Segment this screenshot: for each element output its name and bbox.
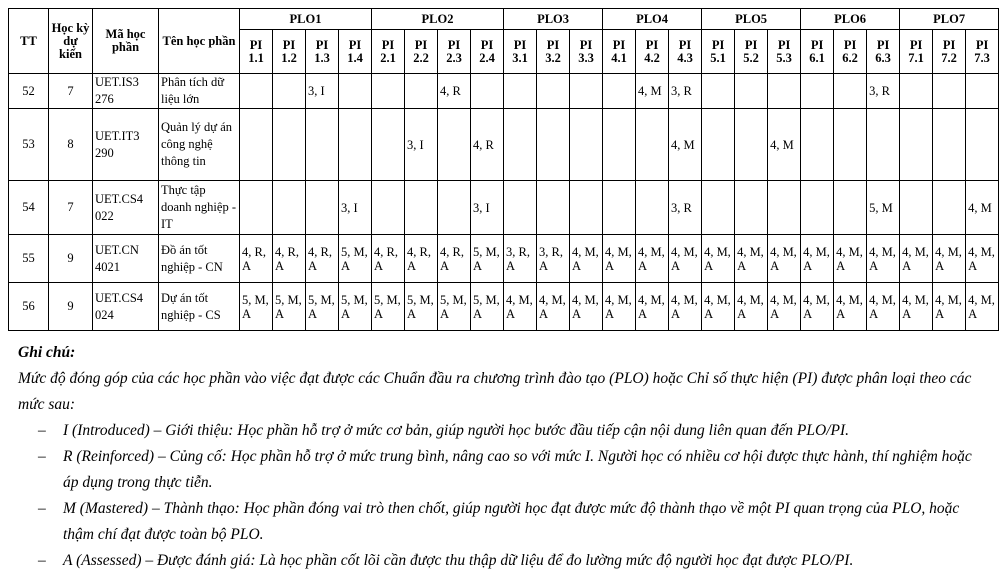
note-text: A (Assessed) – Được đánh giá: Là học phần cốt lõi cần được thu thập dữ liệu để đo lường mức độ người học đạt được PLO/PI. [63, 552, 854, 569]
cell-pi-level [801, 109, 834, 181]
cell-pi-level: 5, M, A [471, 283, 504, 331]
plo-header: PLO5 [702, 9, 801, 30]
cell-pi-level: 4, M, A [702, 235, 735, 283]
table-row [9, 283, 999, 331]
cell-pi-level: 4, M, A [504, 283, 537, 331]
cell-pi-level: 4, M [768, 109, 801, 181]
cell-hoc-ky: 9 [49, 235, 93, 283]
cell-pi-level [339, 109, 372, 181]
cell-pi-level [834, 109, 867, 181]
cell-ten-hoc-phan: Dự án tốt nghiệp - CS [159, 283, 240, 331]
cell-ma-hoc-phan: UET.IS3 276 [93, 74, 159, 109]
cell-pi-level: 3, I [471, 181, 504, 235]
dash-bullet: – [38, 500, 46, 517]
notes-intro: Mức độ đóng góp của các học phần vào việc đạt được các Chuẩn đầu ra chương trình đào tạo (PLO) hoặc Chỉ số thực hiện (PI) được phân loại theo các mức sau: [18, 370, 972, 413]
dash-bullet: – [38, 448, 46, 465]
cell-pi-level: 4, R, A [438, 235, 471, 283]
cell-ma-hoc-phan: UET.CN 4021 [93, 235, 159, 283]
cell-pi-level [801, 181, 834, 235]
cell-ten-hoc-phan: Đồ án tốt nghiệp - CN [159, 235, 240, 283]
cell-pi-level [273, 74, 306, 109]
table-row [9, 181, 999, 235]
cell-pi-level [702, 109, 735, 181]
cell-tt: 55 [9, 235, 49, 283]
note-text: M (Mastered) – Thành thạo: Học phần đóng vai trò then chốt, giúp người học đạt được mức độ thành thạo về một PI quan trọng của PLO, hoặc thậm chí đạt được toàn bộ PLO. [63, 500, 960, 543]
cell-pi-level [405, 181, 438, 235]
pi-header: PI 1.1 [240, 30, 273, 74]
cell-pi-level [372, 109, 405, 181]
cell-pi-level [570, 109, 603, 181]
pi-header: PI 2.2 [405, 30, 438, 74]
cell-pi-level: 4, M, A [801, 283, 834, 331]
cell-pi-level [372, 181, 405, 235]
cell-pi-level [339, 74, 372, 109]
cell-pi-level: 3, R, A [537, 235, 570, 283]
pi-header: PI 3.2 [537, 30, 570, 74]
cell-pi-level: 4, M, A [933, 283, 966, 331]
cell-pi-level [636, 109, 669, 181]
cell-pi-level [735, 109, 768, 181]
cell-pi-level [933, 181, 966, 235]
cell-pi-level [603, 109, 636, 181]
cell-pi-level: 3, R [867, 74, 900, 109]
pi-header: PI 4.1 [603, 30, 636, 74]
cell-pi-level: 4, M, A [768, 235, 801, 283]
cell-pi-level: 4, R, A [273, 235, 306, 283]
cell-tt: 53 [9, 109, 49, 181]
cell-pi-level: 4, M, A [867, 283, 900, 331]
cell-pi-level: 5, M, A [339, 283, 372, 331]
cell-pi-level: 3, R, A [504, 235, 537, 283]
cell-pi-level [471, 74, 504, 109]
cell-pi-level [570, 74, 603, 109]
note-item [18, 418, 988, 444]
notes-title: Ghi chú: [18, 344, 76, 361]
cell-pi-level [867, 109, 900, 181]
cell-pi-level: 4, M, A [966, 235, 999, 283]
cell-pi-level [834, 74, 867, 109]
notes-list [18, 418, 988, 574]
pi-header: PI 4.2 [636, 30, 669, 74]
cell-pi-level [735, 181, 768, 235]
cell-pi-level [735, 74, 768, 109]
cell-pi-level: 4, M, A [900, 235, 933, 283]
dash-bullet: – [38, 422, 46, 439]
pi-header: PI 2.1 [372, 30, 405, 74]
header-row-plo [9, 9, 999, 30]
cell-hoc-ky: 8 [49, 109, 93, 181]
cell-pi-level: 4, M, A [570, 235, 603, 283]
col-header-hoc-ky: Học kỳ dự kiến [49, 9, 93, 74]
cell-ten-hoc-phan: Thực tập doanh nghiệp - IT [159, 181, 240, 235]
note-item [18, 496, 988, 548]
cell-pi-level [504, 74, 537, 109]
pi-header: PI 6.1 [801, 30, 834, 74]
notes-section [18, 340, 988, 574]
cell-pi-level: 3, I [306, 74, 339, 109]
cell-pi-level [504, 109, 537, 181]
cell-pi-level: 4, R, A [372, 235, 405, 283]
cell-ma-hoc-phan: UET.IT3 290 [93, 109, 159, 181]
cell-pi-level [801, 74, 834, 109]
cell-pi-level: 5, M, A [240, 283, 273, 331]
plo-mapping-table [8, 8, 999, 331]
cell-pi-level [900, 109, 933, 181]
cell-pi-level: 4, R [438, 74, 471, 109]
cell-pi-level: 4, R [471, 109, 504, 181]
plo-header: PLO1 [240, 9, 372, 30]
cell-pi-level [306, 109, 339, 181]
pi-header: PI 5.3 [768, 30, 801, 74]
note-item [18, 444, 988, 496]
cell-pi-level [438, 109, 471, 181]
cell-ten-hoc-phan: Phân tích dữ liệu lớn [159, 74, 240, 109]
plo-header: PLO2 [372, 9, 504, 30]
pi-header: PI 7.1 [900, 30, 933, 74]
cell-pi-level [900, 74, 933, 109]
cell-pi-level: 4, R, A [306, 235, 339, 283]
cell-pi-level [537, 181, 570, 235]
cell-pi-level: 3, I [339, 181, 372, 235]
cell-pi-level [570, 181, 603, 235]
cell-pi-level [306, 181, 339, 235]
cell-pi-level: 4, M, A [933, 235, 966, 283]
cell-pi-level: 4, M, A [636, 235, 669, 283]
cell-pi-level: 5, M, A [405, 283, 438, 331]
cell-hoc-ky: 7 [49, 181, 93, 235]
cell-pi-level: 4, M, A [603, 283, 636, 331]
cell-pi-level: 4, M, A [834, 235, 867, 283]
cell-pi-level [702, 181, 735, 235]
cell-pi-level: 4, M, A [735, 235, 768, 283]
table-row [9, 235, 999, 283]
cell-pi-level: 4, M [636, 74, 669, 109]
cell-tt: 54 [9, 181, 49, 235]
cell-pi-level: 4, M, A [735, 283, 768, 331]
cell-pi-level: 5, M, A [339, 235, 372, 283]
cell-pi-level [537, 109, 570, 181]
cell-pi-level [438, 181, 471, 235]
cell-pi-level [537, 74, 570, 109]
cell-pi-level [273, 181, 306, 235]
pi-header: PI 5.1 [702, 30, 735, 74]
cell-hoc-ky: 7 [49, 74, 93, 109]
cell-pi-level: 5, M, A [306, 283, 339, 331]
col-header-tt: TT [9, 9, 49, 74]
cell-tt: 56 [9, 283, 49, 331]
cell-pi-level [768, 74, 801, 109]
cell-pi-level: 4, M, A [669, 235, 702, 283]
pi-header: PI 6.2 [834, 30, 867, 74]
cell-pi-level [933, 109, 966, 181]
table-body [9, 74, 999, 331]
pi-header: PI 2.3 [438, 30, 471, 74]
cell-pi-level: 4, R, A [240, 235, 273, 283]
pi-header: PI 1.4 [339, 30, 372, 74]
cell-pi-level [636, 181, 669, 235]
pi-header: PI 3.3 [570, 30, 603, 74]
note-item [18, 548, 988, 574]
cell-pi-level [900, 181, 933, 235]
cell-pi-level: 3, R [669, 181, 702, 235]
cell-pi-level: 4, M, A [636, 283, 669, 331]
cell-pi-level: 4, M, A [570, 283, 603, 331]
pi-header: PI 5.2 [735, 30, 768, 74]
plo-header: PLO6 [801, 9, 900, 30]
cell-ten-hoc-phan: Quản lý dự án công nghệ thông tin [159, 109, 240, 181]
cell-pi-level: 4, M, A [702, 283, 735, 331]
col-header-ma-hoc-phan: Mã học phần [93, 9, 159, 74]
cell-pi-level: 4, M, A [669, 283, 702, 331]
pi-header: PI 2.4 [471, 30, 504, 74]
cell-pi-level [768, 181, 801, 235]
plo-header: PLO3 [504, 9, 603, 30]
pi-header: PI 4.3 [669, 30, 702, 74]
dash-bullet: – [38, 552, 46, 569]
pi-header: PI 7.3 [966, 30, 999, 74]
cell-pi-level [240, 74, 273, 109]
cell-pi-level: 5, M, A [438, 283, 471, 331]
cell-pi-level: 5, M, A [471, 235, 504, 283]
pi-header: PI 1.2 [273, 30, 306, 74]
cell-pi-level [372, 74, 405, 109]
cell-pi-level [702, 74, 735, 109]
cell-pi-level: 5, M [867, 181, 900, 235]
cell-pi-level: 4, M, A [801, 235, 834, 283]
cell-pi-level: 4, R, A [405, 235, 438, 283]
col-header-ten-hoc-phan: Tên học phần [159, 9, 240, 74]
cell-pi-level [603, 74, 636, 109]
cell-pi-level [273, 109, 306, 181]
note-text: I (Introduced) – Giới thiệu: Học phần hỗ trợ ở mức cơ bản, giúp người học bước đầu tiếp cận nội dung liên quan đến PLO/PI. [63, 422, 850, 439]
cell-pi-level [240, 109, 273, 181]
cell-pi-level [966, 74, 999, 109]
table-row [9, 74, 999, 109]
cell-pi-level: 4, M, A [900, 283, 933, 331]
cell-pi-level [240, 181, 273, 235]
cell-pi-level: 4, M, A [834, 283, 867, 331]
cell-pi-level: 5, M, A [372, 283, 405, 331]
pi-header: PI 6.3 [867, 30, 900, 74]
cell-pi-level: 4, M, A [867, 235, 900, 283]
cell-pi-level: 4, M [966, 181, 999, 235]
pi-header: PI 3.1 [504, 30, 537, 74]
plo-header: PLO7 [900, 9, 999, 30]
cell-pi-level: 3, I [405, 109, 438, 181]
cell-hoc-ky: 9 [49, 283, 93, 331]
cell-pi-level [405, 74, 438, 109]
cell-pi-level [933, 74, 966, 109]
pi-header: PI 7.2 [933, 30, 966, 74]
cell-pi-level: 4, M, A [768, 283, 801, 331]
pi-header: PI 1.3 [306, 30, 339, 74]
cell-ma-hoc-phan: UET.CS4 024 [93, 283, 159, 331]
cell-tt: 52 [9, 74, 49, 109]
table-row [9, 109, 999, 181]
cell-pi-level: 4, M, A [966, 283, 999, 331]
plo-header: PLO4 [603, 9, 702, 30]
cell-pi-level [504, 181, 537, 235]
cell-pi-level: 4, M [669, 109, 702, 181]
cell-pi-level: 5, M, A [273, 283, 306, 331]
cell-pi-level [966, 109, 999, 181]
cell-pi-level: 4, M, A [537, 283, 570, 331]
cell-ma-hoc-phan: UET.CS4 022 [93, 181, 159, 235]
cell-pi-level: 3, R [669, 74, 702, 109]
cell-pi-level [603, 181, 636, 235]
cell-pi-level [834, 181, 867, 235]
cell-pi-level: 4, M, A [603, 235, 636, 283]
note-text: R (Reinforced) – Củng cố: Học phần hỗ trợ ở mức trung bình, nâng cao so với mức I. Người học có nhiều cơ hội được thực hành, thí nghiệm hoặc áp dụng trong thực tiễn. [63, 448, 972, 491]
